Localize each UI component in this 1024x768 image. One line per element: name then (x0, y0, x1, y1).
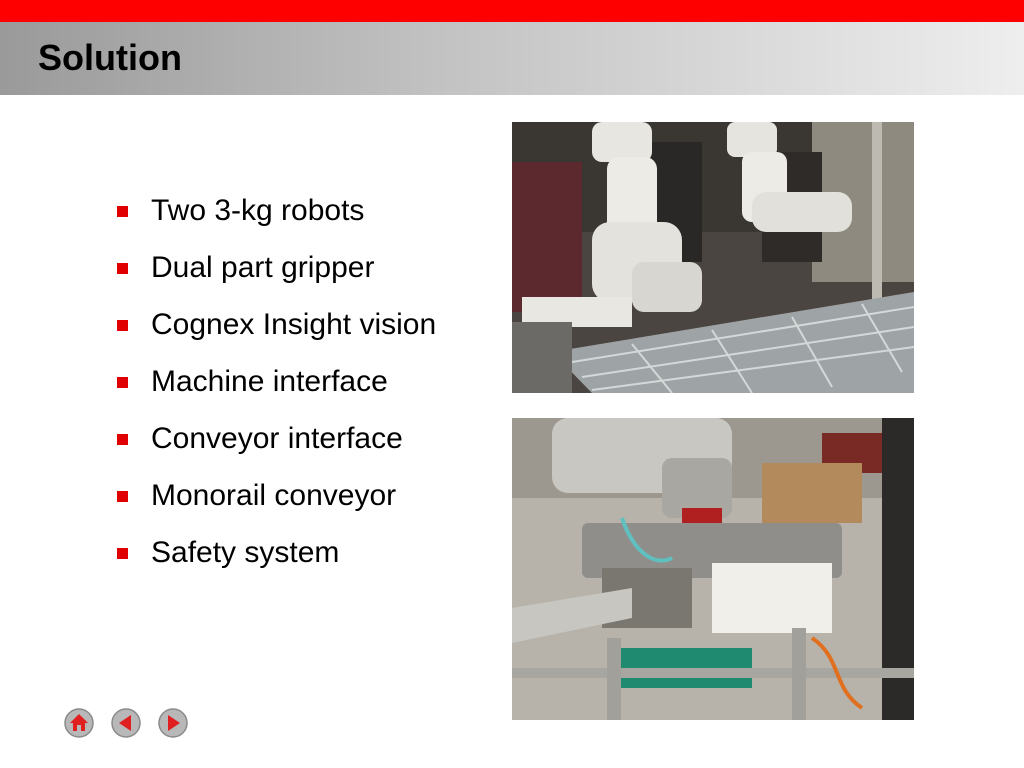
bullet-list (114, 185, 436, 584)
bullet-text: Cognex Insight vision (151, 308, 437, 341)
bullet-square-icon (117, 206, 128, 217)
bullet-item (114, 242, 436, 299)
previous-slide-button[interactable] (110, 707, 142, 739)
bullet-item (114, 185, 436, 242)
slide-title: Solution (38, 37, 182, 78)
bullet-item (114, 413, 436, 470)
bullet-square-icon (117, 491, 128, 502)
bullet-text: Machine interface (151, 365, 388, 398)
top-accent-bar (0, 0, 1024, 22)
dual-gripper-closeup-photo (512, 418, 914, 720)
previous-arrow-icon (110, 707, 142, 739)
bullet-square-icon (117, 377, 128, 388)
bullet-text: Safety system (151, 536, 340, 569)
home-button[interactable] (63, 707, 95, 739)
bullet-item (114, 356, 436, 413)
bullet-item (114, 527, 436, 584)
bullet-square-icon (117, 320, 128, 331)
next-slide-button[interactable] (157, 707, 189, 739)
bullet-text: Two 3-kg robots (151, 194, 365, 227)
bullet-item (114, 470, 436, 527)
bullet-text: Monorail conveyor (151, 479, 397, 512)
home-icon (63, 707, 95, 739)
bullet-text: Conveyor interface (151, 422, 403, 455)
bullet-square-icon (117, 548, 128, 559)
bullet-item (114, 299, 436, 356)
two-robot-cell-photo (512, 122, 914, 393)
bullet-square-icon (117, 263, 128, 274)
bullet-square-icon (117, 434, 128, 445)
next-arrow-icon (157, 707, 189, 739)
bullet-text: Dual part gripper (151, 251, 375, 284)
